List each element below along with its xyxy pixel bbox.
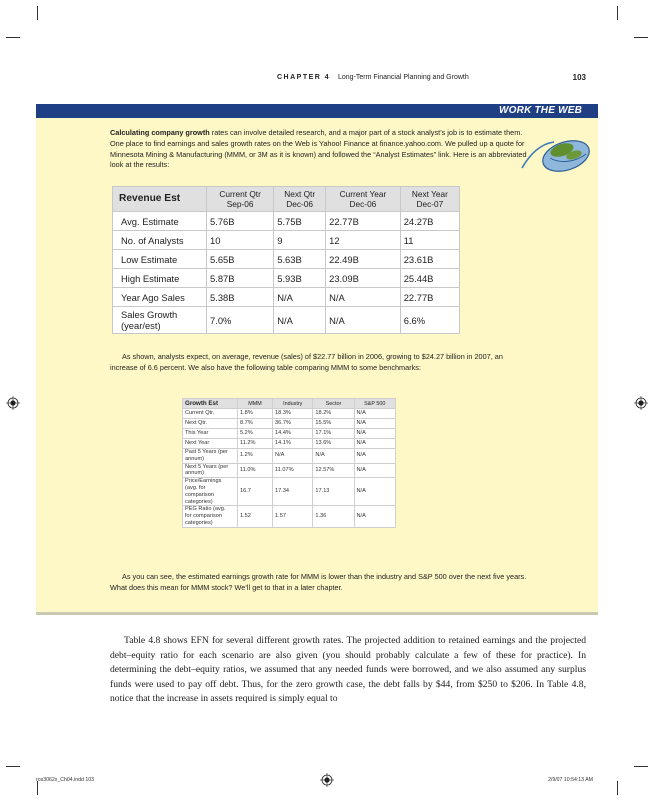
table-cell: 1.2% <box>238 449 273 464</box>
column-header: Industry <box>273 399 313 409</box>
column-header: Current Year Dec-06 <box>326 187 401 212</box>
intro-bold-lead: Calculating company growth <box>110 128 210 137</box>
crop-mark <box>617 6 618 20</box>
table-cell: 1.57 <box>273 506 313 527</box>
row-label: Past 5 Years (per annum) <box>183 449 238 464</box>
table-row <box>183 449 396 464</box>
table-cell: N/A <box>326 288 401 307</box>
table-row <box>183 439 396 449</box>
table-cell: 11.2% <box>238 439 273 449</box>
table-cell: 5.87B <box>207 269 274 288</box>
column-header: Next Year Dec-07 <box>400 187 459 212</box>
revenue-table-title: Revenue Est <box>113 187 207 212</box>
table-cell: 13.6% <box>313 439 354 449</box>
table-cell: 5.93B <box>274 269 326 288</box>
page-number: 103 <box>572 73 586 82</box>
table-row <box>113 307 460 334</box>
table-cell: 22.77B <box>326 212 401 231</box>
crop-mark <box>634 37 648 38</box>
table-header-row <box>183 399 396 409</box>
table-cell: N/A <box>354 419 395 429</box>
table-cell: N/A <box>354 449 395 464</box>
table-cell: 9 <box>274 231 326 250</box>
table-cell: N/A <box>354 463 395 478</box>
table-cell: 1.36 <box>313 506 354 527</box>
table-cell: 1.8% <box>238 409 273 419</box>
table-cell: 12.57% <box>313 463 354 478</box>
table-cell: 17.1% <box>313 429 354 439</box>
row-label: Low Estimate <box>113 250 207 269</box>
table-cell: N/A <box>354 439 395 449</box>
column-header: Current Qtr Sep-06 <box>207 187 274 212</box>
table-cell: 6.6% <box>400 307 459 334</box>
crop-mark <box>634 766 648 767</box>
table-cell: 10 <box>207 231 274 250</box>
chapter-label: CHAPTER 4 <box>277 74 331 81</box>
table-cell: 5.2% <box>238 429 273 439</box>
table-cell: 22.49B <box>326 250 401 269</box>
registration-mark-icon <box>634 396 648 410</box>
growth-table-title: Growth Est <box>183 399 238 409</box>
table-cell: 11.0% <box>238 463 273 478</box>
banner-label: WORK THE WEB <box>499 105 582 116</box>
registration-mark-icon <box>320 773 334 787</box>
table-cell: N/A <box>313 449 354 464</box>
intro-text: rates can involve detailed research, and a major part of a stock analyst’s job is to estimate them. One place to find earnings and sales growth rates on the Web is Yahoo! Finance at finance.yahoo.com. We pulled up a quote for Minnesota Mining & Manufacturing (MMM, or 3M as it is known) and followed the “Analyst Estimates” link. Here is an abbreviated look at the results: <box>110 128 527 170</box>
column-header: Sector <box>313 399 354 409</box>
table-cell: 12 <box>326 231 401 250</box>
table-row <box>183 419 396 429</box>
table-cell: 11.07% <box>273 463 313 478</box>
table-cell: 14.1% <box>273 439 313 449</box>
table-cell: N/A <box>354 429 395 439</box>
revenue-estimate-table <box>112 186 460 334</box>
table-row <box>183 409 396 419</box>
row-label: Year Ago Sales <box>113 288 207 307</box>
row-label: PEG Ratio (avg. for comparison categories) <box>183 506 238 527</box>
running-header <box>110 72 586 86</box>
table-cell: 14.4% <box>273 429 313 439</box>
box-shadow <box>36 612 598 615</box>
table-cell: 22.77B <box>400 288 459 307</box>
table-row <box>113 250 460 269</box>
table-cell: N/A <box>274 307 326 334</box>
column-header: Next Qtr Dec-06 <box>274 187 326 212</box>
table-cell: N/A <box>354 409 395 419</box>
registration-mark-icon <box>6 396 20 410</box>
growth-table-body <box>183 409 396 528</box>
row-label: High Estimate <box>113 269 207 288</box>
row-label: Next Year <box>183 439 238 449</box>
chapter-title: Long-Term Financial Planning and Growth <box>338 74 469 81</box>
table-cell: 15.5% <box>313 419 354 429</box>
crop-mark <box>6 37 20 38</box>
row-label: Sales Growth (year/est) <box>113 307 207 334</box>
table-header-row <box>113 187 460 212</box>
table-cell: 18.2% <box>313 409 354 419</box>
analysis-paragraph: As shown, analysts expect, on average, revenue (sales) of $22.77 billion in 2006, growing to $24.27 billion in 2007, an increase of 6.6 percent. We also have the following table comparing MMM to some benchmarks: <box>110 352 503 372</box>
crop-mark <box>37 781 38 795</box>
table-row <box>183 506 396 527</box>
table-cell: 5.63B <box>274 250 326 269</box>
column-header: S&P 500 <box>354 399 395 409</box>
footer-timestamp: 2/9/07 10:54:13 AM <box>548 777 593 783</box>
row-label: Price/Earnings (avg. for comparison categories) <box>183 478 238 506</box>
row-label: Current Qtr. <box>183 409 238 419</box>
row-label: Next 5 Years (per annum) <box>183 463 238 478</box>
crop-mark <box>37 6 38 20</box>
table-cell: N/A <box>273 449 313 464</box>
table-row <box>113 288 460 307</box>
table-cell: 5.76B <box>207 212 274 231</box>
table-cell: 5.65B <box>207 250 274 269</box>
table-cell: 16.7 <box>238 478 273 506</box>
table-cell: 18.3% <box>273 409 313 419</box>
table-cell: 8.7% <box>238 419 273 429</box>
table-cell: N/A <box>354 478 395 506</box>
table-cell: 23.61B <box>400 250 459 269</box>
table-cell: 17.13 <box>313 478 354 506</box>
body-paragraph: Table 4.8 shows EFN for several different growth rates. The projected addition to retained earnings and the projected debt–equity ratio for each scenario are also given (you should probably calculate a few of these for practice). In determining the debt–equity ratios, we assumed that any needed funds were borrowed, and we also assumed any surplus funds were used to pay off debt. Thus, for the zero growth case, the debt falls by $44, from $250 to $206. In Table 4.8, notice that the increase in assets required is simply equal to <box>110 635 586 705</box>
column-header: MMM <box>238 399 273 409</box>
crop-mark <box>617 781 618 795</box>
table-cell: N/A <box>326 307 401 334</box>
intro-paragraph <box>110 128 528 171</box>
computer-mouse-icon <box>520 124 592 184</box>
footer-file: ros3062x_Ch04.indd 103 <box>36 777 94 783</box>
table-row <box>113 269 460 288</box>
table-cell: 11 <box>400 231 459 250</box>
table-cell: 36.7% <box>273 419 313 429</box>
table-cell: 24.27B <box>400 212 459 231</box>
crop-mark <box>6 766 20 767</box>
table-cell: N/A <box>354 506 395 527</box>
table-row <box>183 463 396 478</box>
row-label: Next Qtr. <box>183 419 238 429</box>
table-cell: 23.09B <box>326 269 401 288</box>
growth-estimate-table <box>182 398 396 528</box>
row-label: No. of Analysts <box>113 231 207 250</box>
row-label: Avg. Estimate <box>113 212 207 231</box>
table-row <box>113 231 460 250</box>
table-cell: 1.52 <box>238 506 273 527</box>
table-cell: 5.75B <box>274 212 326 231</box>
table-cell: N/A <box>274 288 326 307</box>
conclusion-paragraph: As you can see, the estimated earnings growth rate for MMM is lower than the industry and S&P 500 over the next five years. What does this mean for MMM stock? We’ll get to that in a later chapter. <box>110 572 527 592</box>
table-cell: 25.44B <box>400 269 459 288</box>
row-label: This Year <box>183 429 238 439</box>
table-row <box>183 429 396 439</box>
work-the-web-banner <box>36 104 598 118</box>
table-row <box>183 478 396 506</box>
table-cell: 5.38B <box>207 288 274 307</box>
table-cell: 7.0% <box>207 307 274 334</box>
table-row <box>113 212 460 231</box>
table-cell: 17.34 <box>273 478 313 506</box>
